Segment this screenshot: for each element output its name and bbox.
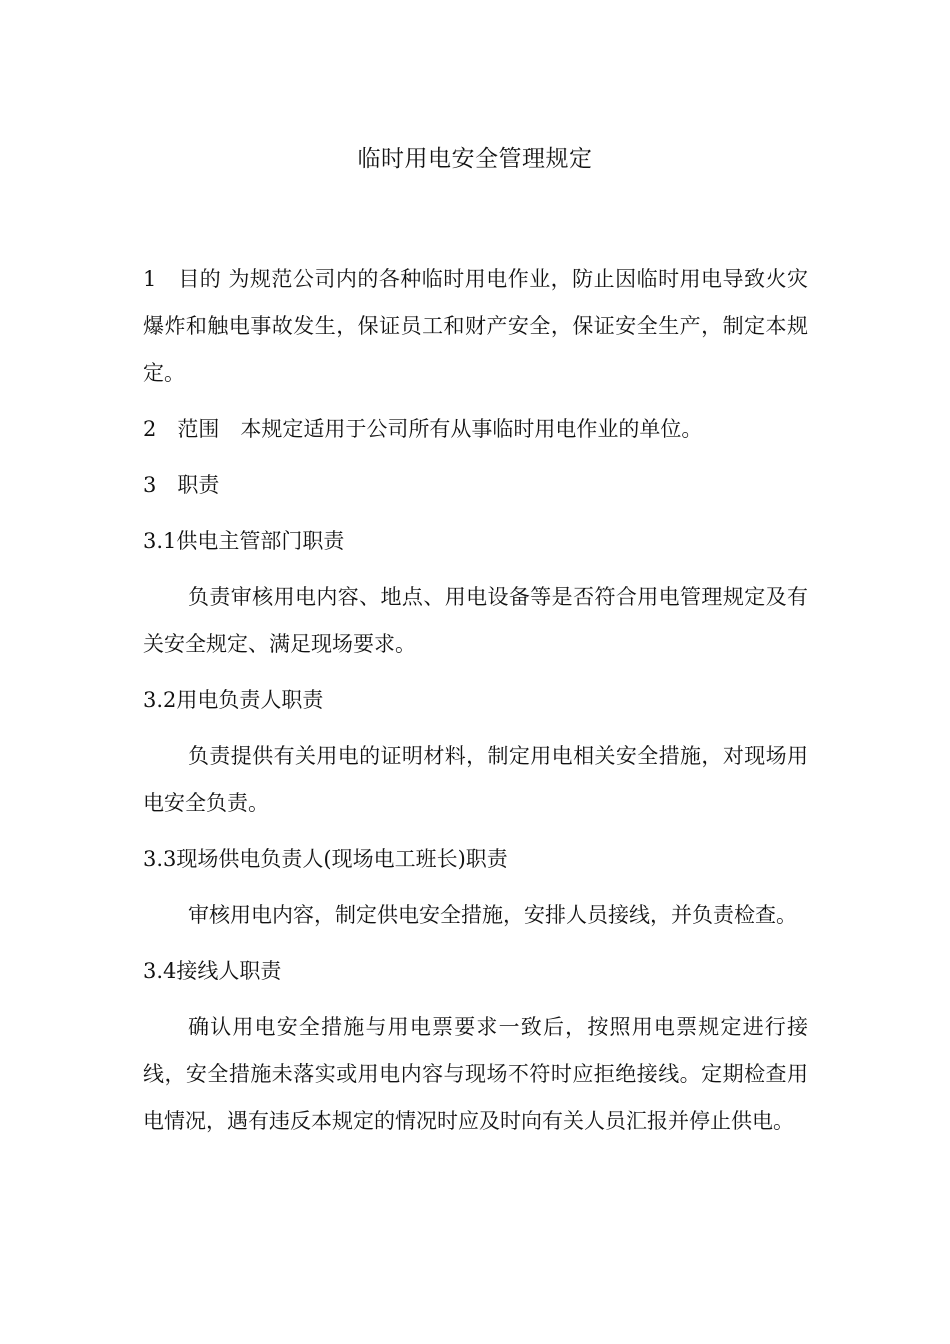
section-3-1-heading: 3.1供电主管部门职责 [143, 529, 345, 553]
section-3-2-body: 负责提供有关用电的证明材料，制定用电相关安全措施，对现场用电安全负责。 [143, 744, 808, 815]
section-3-3-heading: 3.3现场供电负责人(现场电工班长)职责 [143, 847, 508, 871]
section-3-3-body: 审核用电内容，制定供电安全措施，安排人员接线，并负责检查。 [188, 903, 797, 927]
section-2-scope: 2 范围 本规定适用于公司所有从事临时用电作业的单位。 [143, 417, 703, 441]
document-title: 临时用电安全管理规定 [357, 146, 593, 172]
section-3-1-body: 负责审核用电内容、地点、用电设备等是否符合用电管理规定及有关安全规定、满足现场要求。 [143, 585, 808, 656]
section-1-purpose: 1 目的 为规范公司内的各种临时用电作业，防止因临时用电导致火灾爆炸和触电事故发生，保证员工和财产安全，保证安全生产，制定本规定。 [143, 267, 808, 385]
section-3-heading: 3 职责 [143, 473, 220, 497]
section-3-4-heading: 3.4接线人职责 [143, 959, 282, 983]
section-3-4-body: 确认用电安全措施与用电票要求一致后，按照用电票规定进行接线，安全措施未落实或用电内容与现场不符时应拒绝接线。定期检查用电情况，遇有违反本规定的情况时应及时向有关人员汇报并停止供电。 [143, 1015, 808, 1133]
document-body [143, 256, 808, 1154]
section-3-2-heading: 3.2用电负责人职责 [143, 688, 324, 712]
